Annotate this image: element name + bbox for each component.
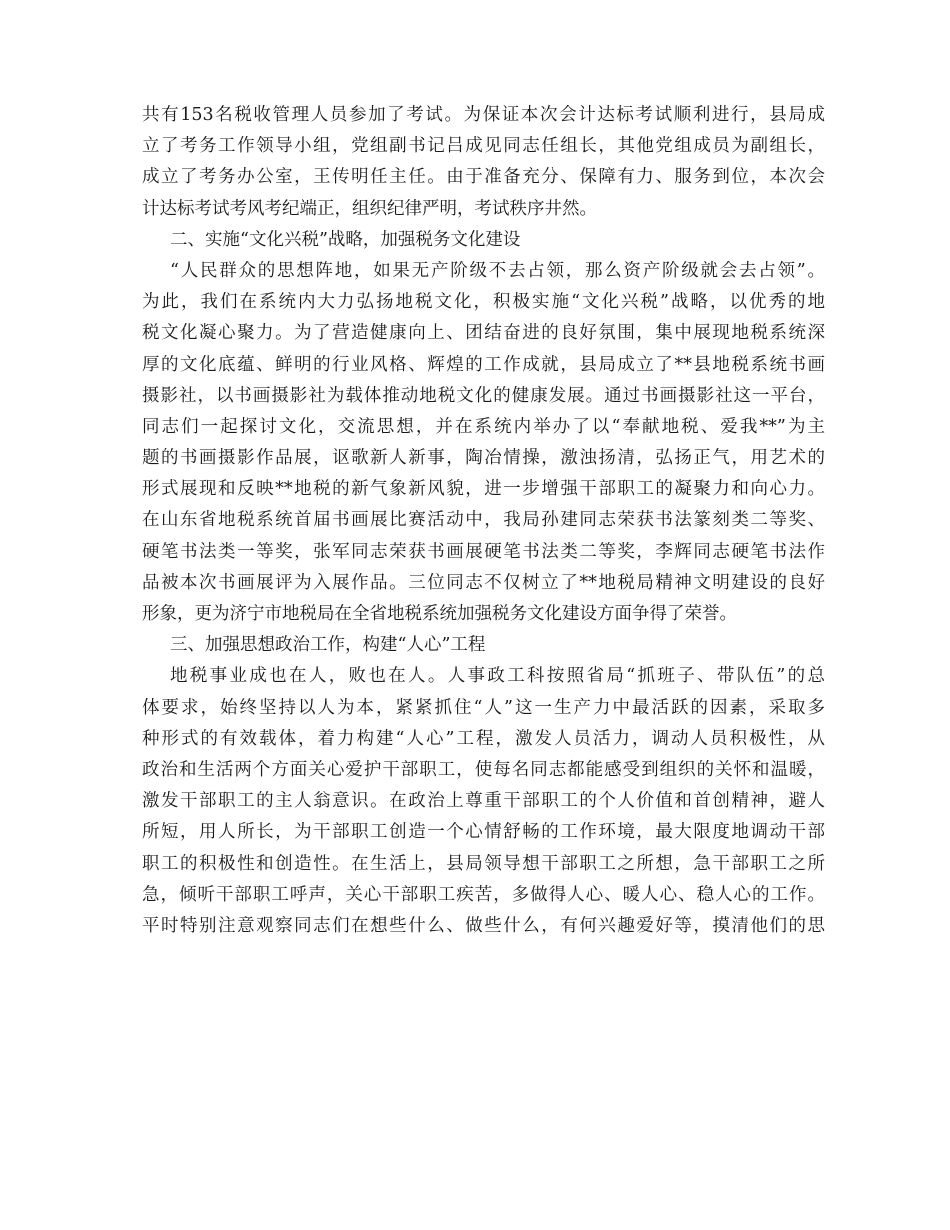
paragraph-3 xyxy=(142,661,825,942)
text-line: 为此，我们在系统内大力弘扬地税文化，积极实施“文化兴税”战略，以优秀的地 xyxy=(142,292,825,313)
text-line: 形象，更为济宁市地税局在全省地税系统加强税务文化建设方面争得了荣誉。 xyxy=(142,604,737,624)
text-line: 形式展现和反映**地税的新气象新风貌，进一步增强干部职工的凝聚力和向心力。 xyxy=(142,479,825,500)
text-line: 政治和生活两个方面关心爱护干部职工，使每名同志都能感受到组织的关怀和温暖， xyxy=(142,759,825,780)
text-line: 激发干部职工的主人翁意识。在政治上尊重干部职工的个人价值和首创精神，避人 xyxy=(142,791,825,812)
text-line: 题的书画摄影作品展，讴歌新人新事，陶冶情操，激浊扬清，弘扬正气，用艺术的 xyxy=(142,448,825,469)
text-line: 体要求，始终坚持以人为本，紧紧抓住“人”这一生产力中最活跃的因素，采取多 xyxy=(142,697,825,718)
text-line: 在山东省地税系统首届书画展比赛活动中，我局孙建同志荣获书法篆刻类二等奖、 xyxy=(142,510,825,531)
text-line: 税文化凝心聚力。为了营造健康向上、团结奋进的良好氛围，集中展现地税系统深 xyxy=(142,323,825,344)
text-line: 急，倾听干部职工呼声，关心干部职工疾苦，多做得人心、暖人心、稳人心的工作。 xyxy=(142,884,825,905)
text-line: 平时特别注意观察同志们在想些什么、做些什么，有何兴趣爱好等，摸清他们的思 xyxy=(142,915,825,936)
text-line: 品被本次书画展评为入展作品。三位同志不仅树立了**地税局精神文明建设的良好 xyxy=(142,572,825,593)
text-line: 地税事业成也在人，败也在人。人事政工科按照省局“抓班子、带队伍”的总 xyxy=(170,666,825,687)
text-line: 厚的文化底蕴、鲜明的行业风格、辉煌的工作成就，县局成立了**县地税系统书画 xyxy=(142,354,825,375)
section-heading-2 xyxy=(142,225,825,256)
text-line: 立了考务工作领导小组，党组副书记吕成见同志任组长，其他党组成员为副组长， xyxy=(142,136,825,157)
text-line: 成立了考务办公室，王传明任主任。由于准备充分、保障有力、服务到位，本次会 xyxy=(142,167,825,188)
text-line: 硬笔书法类一等奖，张军同志荣获书画展硬笔书法类二等奖，李辉同志硬笔书法作 xyxy=(142,541,825,562)
heading-text: 二、实施“文化兴税”战略，加强税务文化建设 xyxy=(170,229,521,250)
text-line: 种形式的有效载体，着力构建“人心”工程，激发人员活力，调动人员积极性，从 xyxy=(142,728,825,749)
text-line: 职工的积极性和创造性。在生活上，县局领导想干部职工之所想，急干部职工之所 xyxy=(142,853,825,874)
paragraph-2 xyxy=(142,256,825,630)
text-line: 计达标考试考风考纪端正，组织纪律严明，考试秩序井然。 xyxy=(142,198,597,219)
text-line: 所短，用人所长，为干部职工创造一个心情舒畅的工作环境，最大限度地调动干部 xyxy=(142,822,825,843)
text-line: 共有153名税收管理人员参加了考试。为保证本次会计达标考试顺利进行，县局成 xyxy=(142,105,825,125)
text-line: “人民群众的思想阵地，如果无产阶级不去占领，那么资产阶级就会去占领”。 xyxy=(170,260,825,281)
section-heading-3 xyxy=(142,630,825,661)
paragraph-1 xyxy=(142,100,825,225)
document-page xyxy=(142,100,825,942)
text-line: 同志们一起探讨文化，交流思想，并在系统内举办了以“奉献地税、爱我**”为主 xyxy=(142,416,825,437)
heading-text: 三、加强思想政治工作，构建“人心”工程 xyxy=(170,635,486,656)
text-line: 摄影社，以书画摄影社为载体推动地税文化的健康发展。通过书画摄影社这一平台， xyxy=(142,385,825,406)
